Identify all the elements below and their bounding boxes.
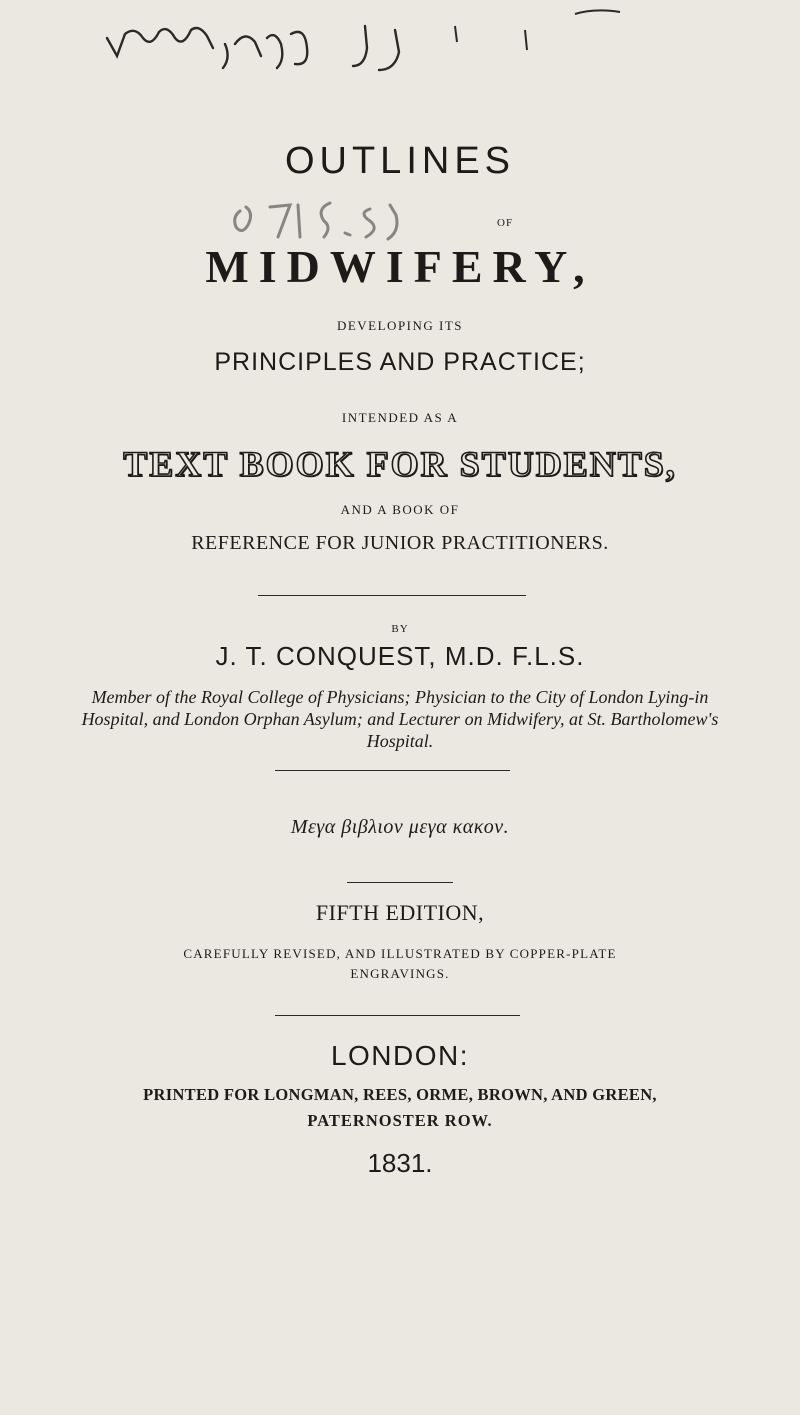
- edition-note-line-1: CAREFULLY REVISED, AND ILLUSTRATED BY COPPER-PLATE: [183, 946, 617, 961]
- divider: [347, 882, 453, 883]
- by-label: BY: [391, 623, 409, 635]
- imprint-address: PATERNOSTER ROW.: [307, 1111, 493, 1130]
- edition: FIFTH EDITION,: [315, 900, 485, 925]
- title-outlines: OUTLINES: [284, 140, 516, 182]
- of-word: OF: [497, 217, 514, 229]
- handwritten-shelfmark: [220, 195, 500, 243]
- edition-note-line-2: ENGRAVINGS.: [350, 966, 450, 981]
- divider: [275, 770, 510, 771]
- author-affiliation: Member of the Royal College of Physicians; Physician to the City of London Lying-in Hospital, and London Orphan Asylum; and Lecturer on Midwifery, at St. Bartholomew's Hospital.: [81, 687, 719, 751]
- imprint-year: 1831.: [367, 1148, 433, 1178]
- divider: [275, 1015, 520, 1016]
- subtitle-principles: PRINCIPLES AND PRACTICE;: [214, 348, 586, 376]
- imprint-publisher: PRINTED FOR LONGMAN, REES, ORME, BROWN, AND GREEN,: [143, 1085, 657, 1104]
- greek-motto: Μεγα βιβλιον μεγα κακον.: [290, 816, 510, 838]
- title-midwifery: MIDWIFERY,: [205, 241, 595, 292]
- subtitle-intended: INTENDED AS A: [341, 410, 459, 425]
- author-name: J. T. CONQUEST, M.D. F.L.S.: [215, 641, 585, 671]
- subtitle-developing: DEVELOPING ITS: [336, 318, 464, 333]
- subtitle-textbook: TEXT BOOK FOR STUDENTS,: [123, 444, 677, 484]
- edition-note: [0, 944, 800, 984]
- divider: [258, 595, 526, 596]
- handwritten-scribble: [95, 8, 655, 88]
- imprint-city: LONDON:: [330, 1040, 470, 1071]
- subtitle-reference: REFERENCE FOR JUNIOR PRACTITIONERS.: [191, 532, 609, 554]
- subtitle-book-of: AND A BOOK OF: [340, 502, 460, 517]
